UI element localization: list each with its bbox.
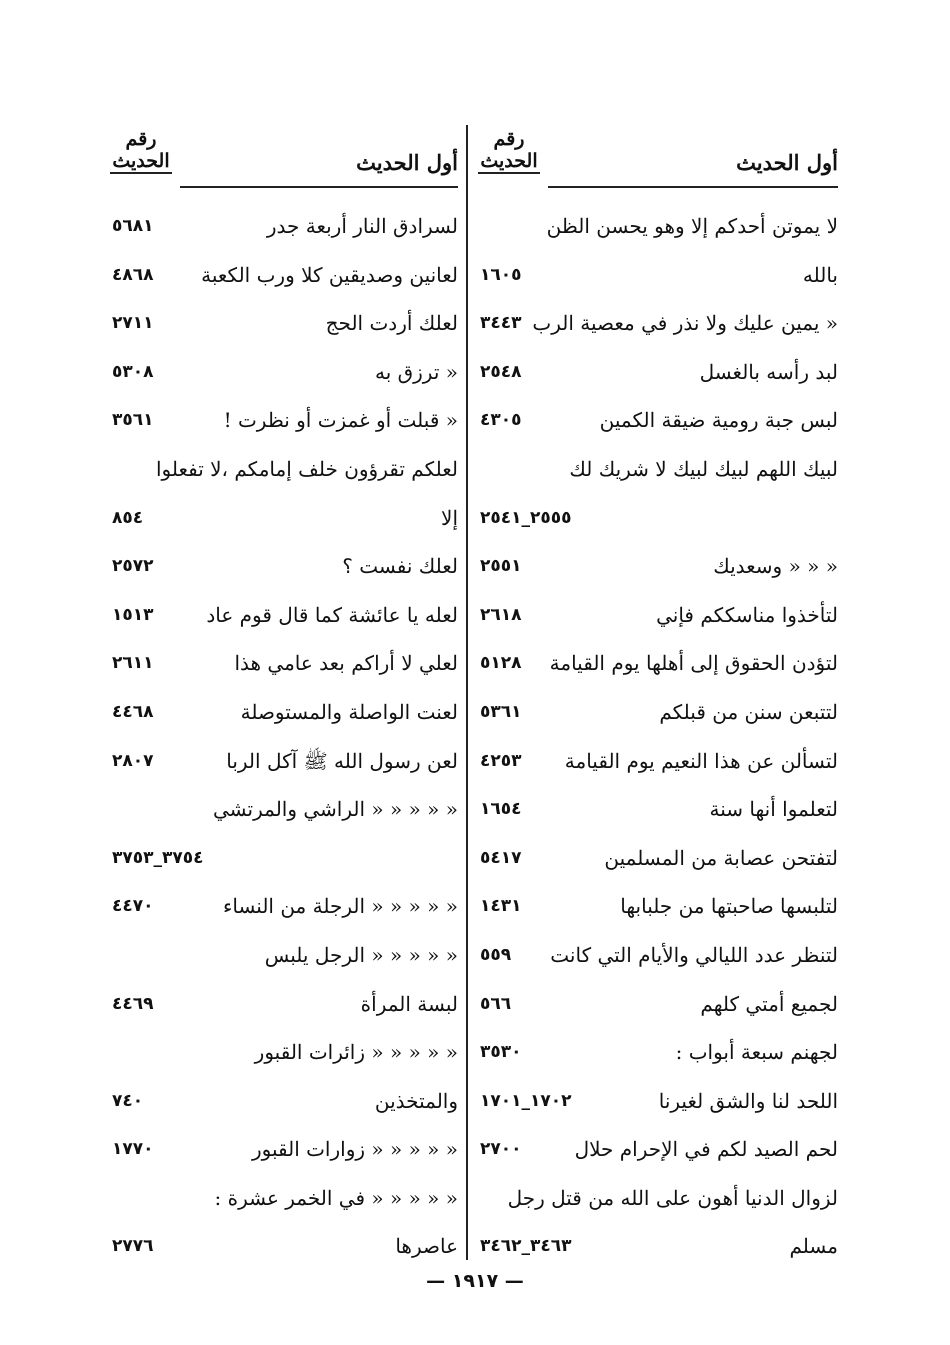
index-entry — [478, 1032, 838, 1081]
index-entry — [110, 1032, 458, 1081]
column-divider — [466, 125, 468, 1260]
hadith-number: ١٥١٣ — [112, 604, 154, 625]
hadith-opening-text: لجميع أمتي كلهم — [700, 991, 838, 1016]
index-entry — [478, 984, 838, 1033]
index-entry — [110, 1081, 458, 1130]
index-entry — [110, 255, 458, 304]
index-entry — [478, 206, 838, 255]
hadith-number: ٢٥٥١ — [480, 556, 522, 577]
hadith-number: ٣٤٤٣ — [480, 313, 522, 334]
hadith-opening-text: لتسألن عن هذا النعيم يوم القيامة — [564, 748, 838, 773]
hadith-opening-text: لتنظر عدد الليالي والأيام التي كانت — [550, 942, 838, 967]
hadith-opening-text: « « « « « الرجلة من النساء — [222, 894, 458, 919]
index-entry — [478, 1081, 838, 1130]
hadith-opening-text: « « « وسعديك — [713, 554, 838, 579]
index-entry — [478, 546, 838, 595]
hadith-opening-text: « يمين عليك ولا نذر في معصية الرب — [532, 311, 838, 336]
hadith-opening-text: لا يموتن أحدكم إلا وهو يحسن الظن — [546, 214, 838, 238]
hadith-opening-text: « ترزق به — [374, 359, 458, 384]
hadith-number: ٢٧٧٦ — [112, 1236, 154, 1257]
hadith-number: ٨٥٤ — [112, 507, 144, 528]
index-entry — [110, 643, 458, 692]
index-entry — [478, 1178, 838, 1227]
hadith-number: ١٦٠٥ — [480, 264, 522, 285]
hadith-opening-text: لتأخذوا مناسككم فإني — [656, 602, 838, 627]
index-entry — [478, 643, 838, 692]
hadith-number: ٥٣٠٨ — [112, 361, 154, 382]
page-number: — ١٩١٧ — — [426, 1270, 524, 1292]
index-entry — [110, 1178, 458, 1227]
index-entry — [110, 595, 458, 644]
hadith-opening-text: لعنت الواصلة والمستوصلة — [240, 699, 458, 724]
hadith-number: ٢٧٠٠ — [480, 1139, 522, 1160]
hadith-number: ٢٥٧٢ — [112, 556, 154, 577]
index-entry — [478, 303, 838, 352]
hadith-number: ١٧٠٢_١٧٠١ — [480, 1090, 572, 1111]
hadith-number: ٢٥٤٨ — [480, 361, 522, 382]
hadith-opening-text: لعلي لا أراكم بعد عامي هذا — [234, 651, 458, 676]
hadith-number: ٤٤٦٩ — [112, 993, 154, 1014]
hadith-opening-text: « « « « « في الخمر عشرة : — [214, 1185, 458, 1210]
index-entry — [110, 935, 458, 984]
index-entry — [110, 1226, 458, 1275]
index-entry — [110, 1129, 458, 1178]
index-rows — [478, 206, 838, 1275]
hadith-opening-text: مسلم — [789, 1234, 838, 1259]
hadith-number: ٣٤٦٣_٣٤٦٢ — [480, 1236, 572, 1257]
index-entry — [478, 352, 838, 401]
hadith-number: ٢٧١١ — [112, 313, 154, 334]
hadith-number: ١٦٥٤ — [480, 799, 522, 820]
hadith-opening-text: « « « « « الرجل يلبس — [264, 942, 458, 967]
hadith-opening-text: لعلك نفست ؟ — [342, 554, 458, 579]
hadith-opening-text: لتؤدن الحقوق إلى أهلها يوم القيامة — [549, 651, 838, 676]
hadith-number: ٥١٢٨ — [480, 653, 522, 674]
index-entry — [478, 838, 838, 887]
hadith-number: ٤٨٦٨ — [112, 264, 154, 285]
hadith-number: ٣٥٣٠ — [480, 1042, 522, 1063]
index-entry — [478, 741, 838, 790]
index-entry — [478, 886, 838, 935]
hadith-opening-text: لعله يا عائشة كما قال قوم عاد — [206, 602, 458, 627]
hadith-opening-text: لعلك أردت الحج — [325, 311, 458, 336]
index-entry — [478, 449, 838, 498]
hadith-opening-text: لسرادق النار أربعة جدر — [266, 214, 458, 238]
hadith-opening-text: « « « « « زائرات القبور — [254, 1040, 458, 1065]
hadith-opening-text: « « « « « زوارات القبور — [251, 1137, 458, 1162]
hadith-opening-text: عاصرها — [395, 1234, 458, 1259]
hadith-opening-text: لتفتحن عصابة من المسلمين — [604, 845, 838, 870]
hadith-number-header: رقم الحديث — [480, 128, 538, 172]
hadith-number: ٢٦١١ — [112, 653, 154, 674]
hadith-start-header: أول الحديث — [356, 150, 458, 175]
hadith-opening-text: لعانين وصديقين كلا ورب الكعبة — [201, 262, 458, 287]
header-rule — [548, 186, 838, 188]
hadith-opening-text: لتعلموا أنها سنة — [709, 797, 838, 822]
hadith-opening-text: لعلكم تقرؤون خلف إمامكم ،لا تفعلوا — [155, 456, 458, 481]
hadith-number: ٢٥٥٥_٢٥٤١ — [480, 507, 572, 528]
index-entry — [110, 352, 458, 401]
index-entry — [478, 935, 838, 984]
hadith-opening-text: لبد رأسه بالغسل — [699, 359, 838, 384]
hadith-start-header: أول الحديث — [736, 150, 838, 175]
hadith-number: ٥٥٩ — [480, 944, 512, 965]
index-entry — [478, 692, 838, 741]
hadith-number: ٢٦١٨ — [480, 604, 522, 625]
index-entry — [478, 789, 838, 838]
right-column — [478, 120, 838, 1259]
hadith-number: ١٧٧٠ — [112, 1139, 154, 1160]
hadith-number: ٤٢٥٣ — [480, 750, 522, 771]
hadith-opening-text: لحم الصيد لكم في الإحرام حلال — [574, 1137, 838, 1162]
index-entry — [478, 1226, 838, 1275]
column-header — [110, 120, 458, 192]
index-entry — [110, 303, 458, 352]
hadith-opening-text: لبيك اللهم لبيك لبيك لا شريك لك — [569, 456, 838, 481]
index-entry — [110, 789, 458, 838]
index-entry — [110, 838, 458, 887]
hadith-number: ٤٤٧٠ — [112, 896, 154, 917]
index-entry — [110, 546, 458, 595]
index-entry — [110, 886, 458, 935]
index-entry — [110, 984, 458, 1033]
index-entry — [110, 449, 458, 498]
hadith-opening-text: لبس جبة رومية ضيقة الكمين — [599, 408, 838, 433]
hadith-number: ٤٣٠٥ — [480, 410, 522, 431]
hadith-opening-text: والمتخذين — [374, 1088, 458, 1113]
hadith-opening-text: « « « « « الراشي والمرتشي — [213, 797, 458, 822]
hadith-number: ٥٦٨١ — [112, 216, 154, 236]
hadith-opening-text: إلا — [441, 505, 458, 530]
hadith-opening-text: « قبلت أو غمزت أو نظرت ! — [223, 408, 458, 433]
index-entry — [110, 498, 458, 547]
hadith-opening-text: لزوال الدنيا أهون على الله من قتل رجل — [507, 1185, 838, 1210]
hadith-number: ٣٥٦١ — [112, 410, 154, 431]
hadith-number: ٥٦٦ — [480, 993, 512, 1014]
index-rows — [110, 206, 458, 1275]
hadith-opening-text: لتلبسها صاحبتها من جلبابها — [620, 894, 838, 919]
hadith-number: ١٤٣١ — [480, 896, 522, 917]
index-entry — [478, 400, 838, 449]
index-entry — [110, 400, 458, 449]
hadith-opening-text: لعن رسول الله ﷺ آكل الربا — [226, 748, 458, 773]
hadith-opening-text: لتتبعن سنن من قبلكم — [659, 699, 838, 724]
index-entry — [110, 206, 458, 255]
hadith-number: ٧٤٠ — [112, 1090, 144, 1111]
index-entry — [478, 498, 838, 547]
index-entry — [478, 255, 838, 304]
left-column — [110, 120, 458, 1259]
hadith-opening-text: لبسة المرأة — [360, 991, 458, 1016]
hadith-opening-text: لجهنم سبعة أبواب : — [675, 1040, 838, 1065]
hadith-opening-text: اللحد لنا والشق لغيرنا — [658, 1088, 838, 1113]
column-header — [478, 120, 838, 192]
hadith-number: ٢٨٠٧ — [112, 750, 154, 771]
hadith-number: ٤٤٦٨ — [112, 701, 154, 722]
header-rule — [180, 186, 458, 188]
index-entry — [110, 692, 458, 741]
index-entry — [110, 741, 458, 790]
hadith-number-header: رقم الحديث — [112, 128, 170, 172]
hadith-number: ٥٤١٧ — [480, 847, 522, 868]
hadith-number: ٥٣٦١ — [480, 701, 522, 722]
index-entry — [478, 595, 838, 644]
hadith-opening-text: بالله — [802, 262, 838, 287]
index-entry — [478, 1129, 838, 1178]
hadith-number: ٣٧٥٤_٣٧٥٣ — [112, 847, 204, 868]
